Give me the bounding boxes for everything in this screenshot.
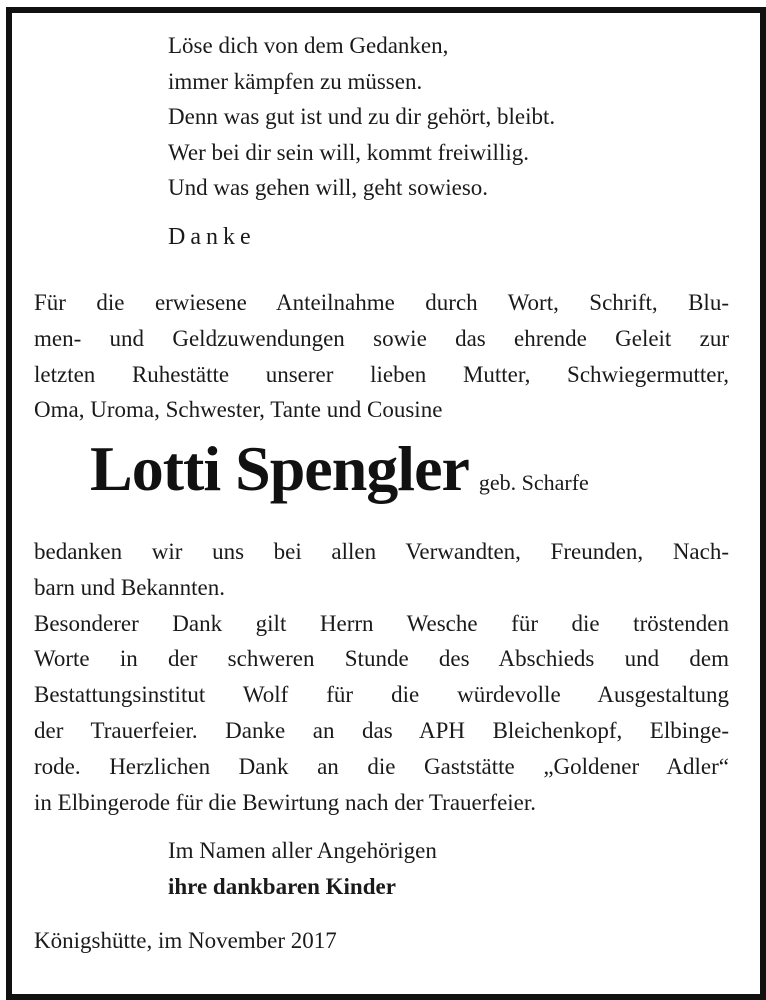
intro-line: Oma, Uroma, Schwester, Tante und Cousine xyxy=(34,397,443,423)
body-line: der Trauerfeier. Danke an das APH Bleichenkopf, Elbinge- xyxy=(34,717,729,743)
body-line: rode. Herzlichen Dank an die Gaststätte „Goldener Adler“ xyxy=(34,753,729,779)
intro-paragraph xyxy=(34,285,729,428)
body-line: bedanken wir uns bei allen Verwandten, Freunden, Nach- xyxy=(34,539,729,564)
thanks-paragraph xyxy=(34,534,729,820)
intro-line: Für die erwiesene Anteilnahme durch Wort, Schrift, Blu- xyxy=(34,290,729,315)
poem-line: Und was gehen will, geht sowieso. xyxy=(168,175,489,200)
deceased-name-row xyxy=(90,432,589,506)
body-line: barn und Bekannten. xyxy=(34,574,225,600)
poem-line: Wer bei dir sein will, kommt freiwillig. xyxy=(168,139,529,165)
body-line: in Elbingerode für die Bewirtung nach der Trauerfeier. xyxy=(34,789,537,815)
intro-line: letzten Ruhestätte unserer lieben Mutter, Schwiegermutter, xyxy=(34,361,729,387)
body-line: Bestattungsinstitut Wolf für die würdevolle Ausgestaltung xyxy=(34,682,729,708)
poem-line: immer kämpfen zu müssen. xyxy=(168,68,423,94)
place-date: Königshütte, im November 2017 xyxy=(34,928,337,953)
signature-block xyxy=(168,833,437,904)
signature-signers: ihre dankbaren Kinder xyxy=(168,873,396,899)
body-line: Worte in der schweren Stunde des Abschieds und dem xyxy=(34,646,729,672)
birth-name: geb. Scharfe xyxy=(478,470,589,495)
deceased-name: Lotti Spengler xyxy=(90,433,469,504)
body-line: Besonderer Dank gilt Herrn Wesche für die tröstenden xyxy=(34,610,729,636)
poem xyxy=(168,28,555,206)
intro-line: men- und Geldzuwendungen sowie das ehrende Geleit zur xyxy=(34,325,729,351)
heading-danke: Danke xyxy=(168,224,256,250)
poem-line: Löse dich von dem Gedanken, xyxy=(168,33,449,58)
signature-line: Im Namen aller Angehörigen xyxy=(168,838,437,863)
poem-line: Denn was gut ist und zu dir gehört, bleibt. xyxy=(168,104,556,129)
